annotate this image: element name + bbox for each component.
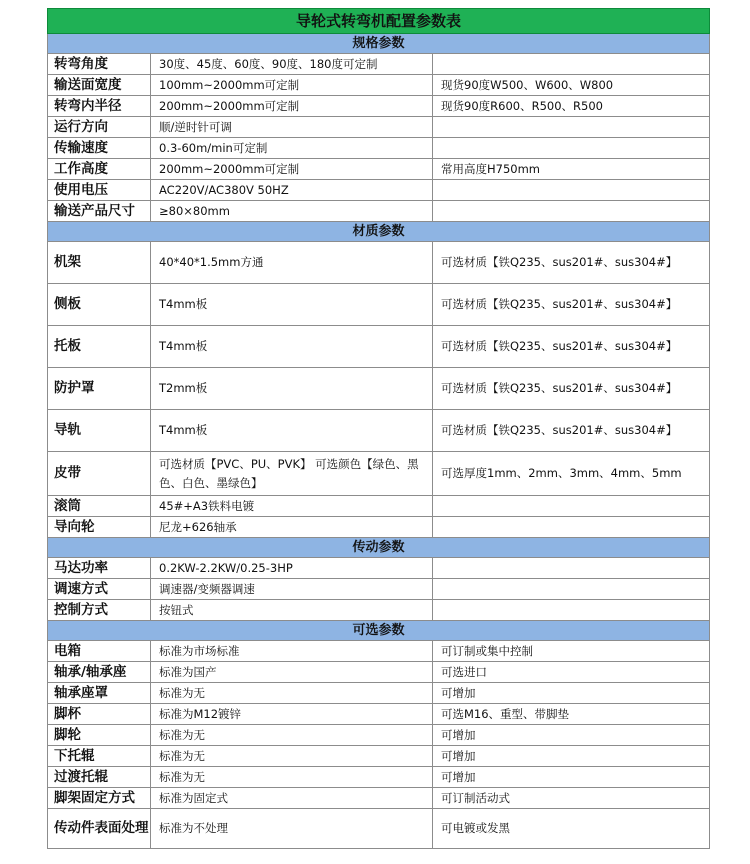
- row-note: 可增加: [433, 767, 710, 788]
- table-row: [48, 558, 710, 579]
- table-row: [48, 767, 710, 788]
- section-header-row: [48, 222, 710, 242]
- table-row: [48, 326, 710, 368]
- row-label: 下托辊: [48, 746, 151, 767]
- row-value: 0.3-60m/min可定制: [151, 138, 433, 159]
- row-note: [433, 517, 710, 538]
- row-value: T4mm板: [151, 284, 433, 326]
- row-note: 可增加: [433, 725, 710, 746]
- row-value: ≥80×80mm: [151, 201, 433, 222]
- row-label: 滚筒: [48, 496, 151, 517]
- row-label: 导向轮: [48, 517, 151, 538]
- table-row: [48, 683, 710, 704]
- row-label: 电箱: [48, 641, 151, 662]
- row-value: 200mm~2000mm可定制: [151, 96, 433, 117]
- row-label: 运行方向: [48, 117, 151, 138]
- table-row: [48, 788, 710, 809]
- row-label: 防护罩: [48, 368, 151, 410]
- row-note: 可选M16、重型、带脚垫: [433, 704, 710, 725]
- row-value: 按钮式: [151, 600, 433, 621]
- row-label: 脚架固定方式: [48, 788, 151, 809]
- row-note: 可选进口: [433, 662, 710, 683]
- row-label: 侧板: [48, 284, 151, 326]
- row-note: 可选材质【铁Q235、sus201#、sus304#】: [433, 284, 710, 326]
- table-row: [48, 704, 710, 725]
- table-row: [48, 410, 710, 452]
- table-row: [48, 725, 710, 746]
- table-row: [48, 284, 710, 326]
- row-note: 现货90度R600、R500、R500: [433, 96, 710, 117]
- section-header-row: [48, 621, 710, 641]
- section-header-row: [48, 34, 710, 54]
- table-row: [48, 600, 710, 621]
- row-label: 皮带: [48, 452, 151, 496]
- table-row: [48, 54, 710, 75]
- row-value: 0.2KW-2.2KW/0.25-3HP: [151, 558, 433, 579]
- row-value: 标准为无: [151, 683, 433, 704]
- row-label: 导轨: [48, 410, 151, 452]
- row-note: 可选材质【铁Q235、sus201#、sus304#】: [433, 242, 710, 284]
- row-note: [433, 117, 710, 138]
- table-row: [48, 517, 710, 538]
- table-row: [48, 138, 710, 159]
- row-value: 可选材质【PVC、PU、PVK】 可选颜色【绿色、黑色、白色、墨绿色】: [151, 452, 433, 496]
- row-label: 过渡托辊: [48, 767, 151, 788]
- row-label: 工作高度: [48, 159, 151, 180]
- row-note: 可选材质【铁Q235、sus201#、sus304#】: [433, 326, 710, 368]
- row-value: 标准为不处理: [151, 809, 433, 849]
- row-label: 转弯内半径: [48, 96, 151, 117]
- table-row: [48, 242, 710, 284]
- row-note: [433, 54, 710, 75]
- row-value: 40*40*1.5mm方通: [151, 242, 433, 284]
- row-label: 传动件表面处理: [48, 809, 151, 849]
- row-note: [433, 201, 710, 222]
- table-row: [48, 809, 710, 849]
- table-title: 导轮式转弯机配置参数表: [48, 9, 710, 34]
- row-label: 控制方式: [48, 600, 151, 621]
- row-note: 可增加: [433, 683, 710, 704]
- row-label: 轴承/轴承座: [48, 662, 151, 683]
- row-label: 使用电压: [48, 180, 151, 201]
- row-label: 托板: [48, 326, 151, 368]
- row-value: 标准为固定式: [151, 788, 433, 809]
- row-label: 调速方式: [48, 579, 151, 600]
- row-value: 顺/逆时针可调: [151, 117, 433, 138]
- row-note: 可订制活动式: [433, 788, 710, 809]
- row-note: [433, 180, 710, 201]
- row-label: 输送面宽度: [48, 75, 151, 96]
- table-row: [48, 746, 710, 767]
- row-note: 常用高度H750mm: [433, 159, 710, 180]
- row-value: 45#+A3铁料电镀: [151, 496, 433, 517]
- row-value: T4mm板: [151, 410, 433, 452]
- row-value: 标准为无: [151, 746, 433, 767]
- row-label: 输送产品尺寸: [48, 201, 151, 222]
- section-title: 可选参数: [48, 621, 710, 641]
- table-row: [48, 496, 710, 517]
- section-header-row: [48, 538, 710, 558]
- table-row: [48, 368, 710, 410]
- row-value: 标准为市场标准: [151, 641, 433, 662]
- row-note: [433, 600, 710, 621]
- row-value: 标准为M12镀锌: [151, 704, 433, 725]
- table-row: [48, 662, 710, 683]
- row-value: 100mm~2000mm可定制: [151, 75, 433, 96]
- row-value: T4mm板: [151, 326, 433, 368]
- config-parameter-table: [47, 8, 710, 849]
- row-value: T2mm板: [151, 368, 433, 410]
- row-label: 脚杯: [48, 704, 151, 725]
- table-row: [48, 201, 710, 222]
- table-row: [48, 75, 710, 96]
- row-label: 转弯角度: [48, 54, 151, 75]
- section-title: 材质参数: [48, 222, 710, 242]
- row-value: 标准为无: [151, 725, 433, 746]
- row-value: 200mm~2000mm可定制: [151, 159, 433, 180]
- row-value: 30度、45度、60度、90度、180度可定制: [151, 54, 433, 75]
- row-value: 标准为无: [151, 767, 433, 788]
- section-title: 传动参数: [48, 538, 710, 558]
- row-note: 现货90度W500、W600、W800: [433, 75, 710, 96]
- row-value: 尼龙+626轴承: [151, 517, 433, 538]
- row-label: 机架: [48, 242, 151, 284]
- table-title-row: [48, 9, 710, 34]
- table-row: [48, 579, 710, 600]
- section-title: 规格参数: [48, 34, 710, 54]
- row-note: [433, 138, 710, 159]
- row-value: 调速器/变频器调速: [151, 579, 433, 600]
- row-note: [433, 579, 710, 600]
- row-note: 可订制或集中控制: [433, 641, 710, 662]
- row-value: 标准为国产: [151, 662, 433, 683]
- table-row: [48, 180, 710, 201]
- row-note: 可选厚度1mm、2mm、3mm、4mm、5mm: [433, 452, 710, 496]
- table-row: [48, 452, 710, 496]
- row-note: [433, 558, 710, 579]
- row-note: [433, 496, 710, 517]
- row-label: 轴承座罩: [48, 683, 151, 704]
- row-label: 传输速度: [48, 138, 151, 159]
- row-note: 可选材质【铁Q235、sus201#、sus304#】: [433, 368, 710, 410]
- table-row: [48, 96, 710, 117]
- row-note: 可增加: [433, 746, 710, 767]
- table-row: [48, 117, 710, 138]
- row-value: AC220V/AC380V 50HZ: [151, 180, 433, 201]
- row-note: 可电镀或发黑: [433, 809, 710, 849]
- row-note: 可选材质【铁Q235、sus201#、sus304#】: [433, 410, 710, 452]
- table-row: [48, 641, 710, 662]
- row-label: 马达功率: [48, 558, 151, 579]
- table-row: [48, 159, 710, 180]
- row-label: 脚轮: [48, 725, 151, 746]
